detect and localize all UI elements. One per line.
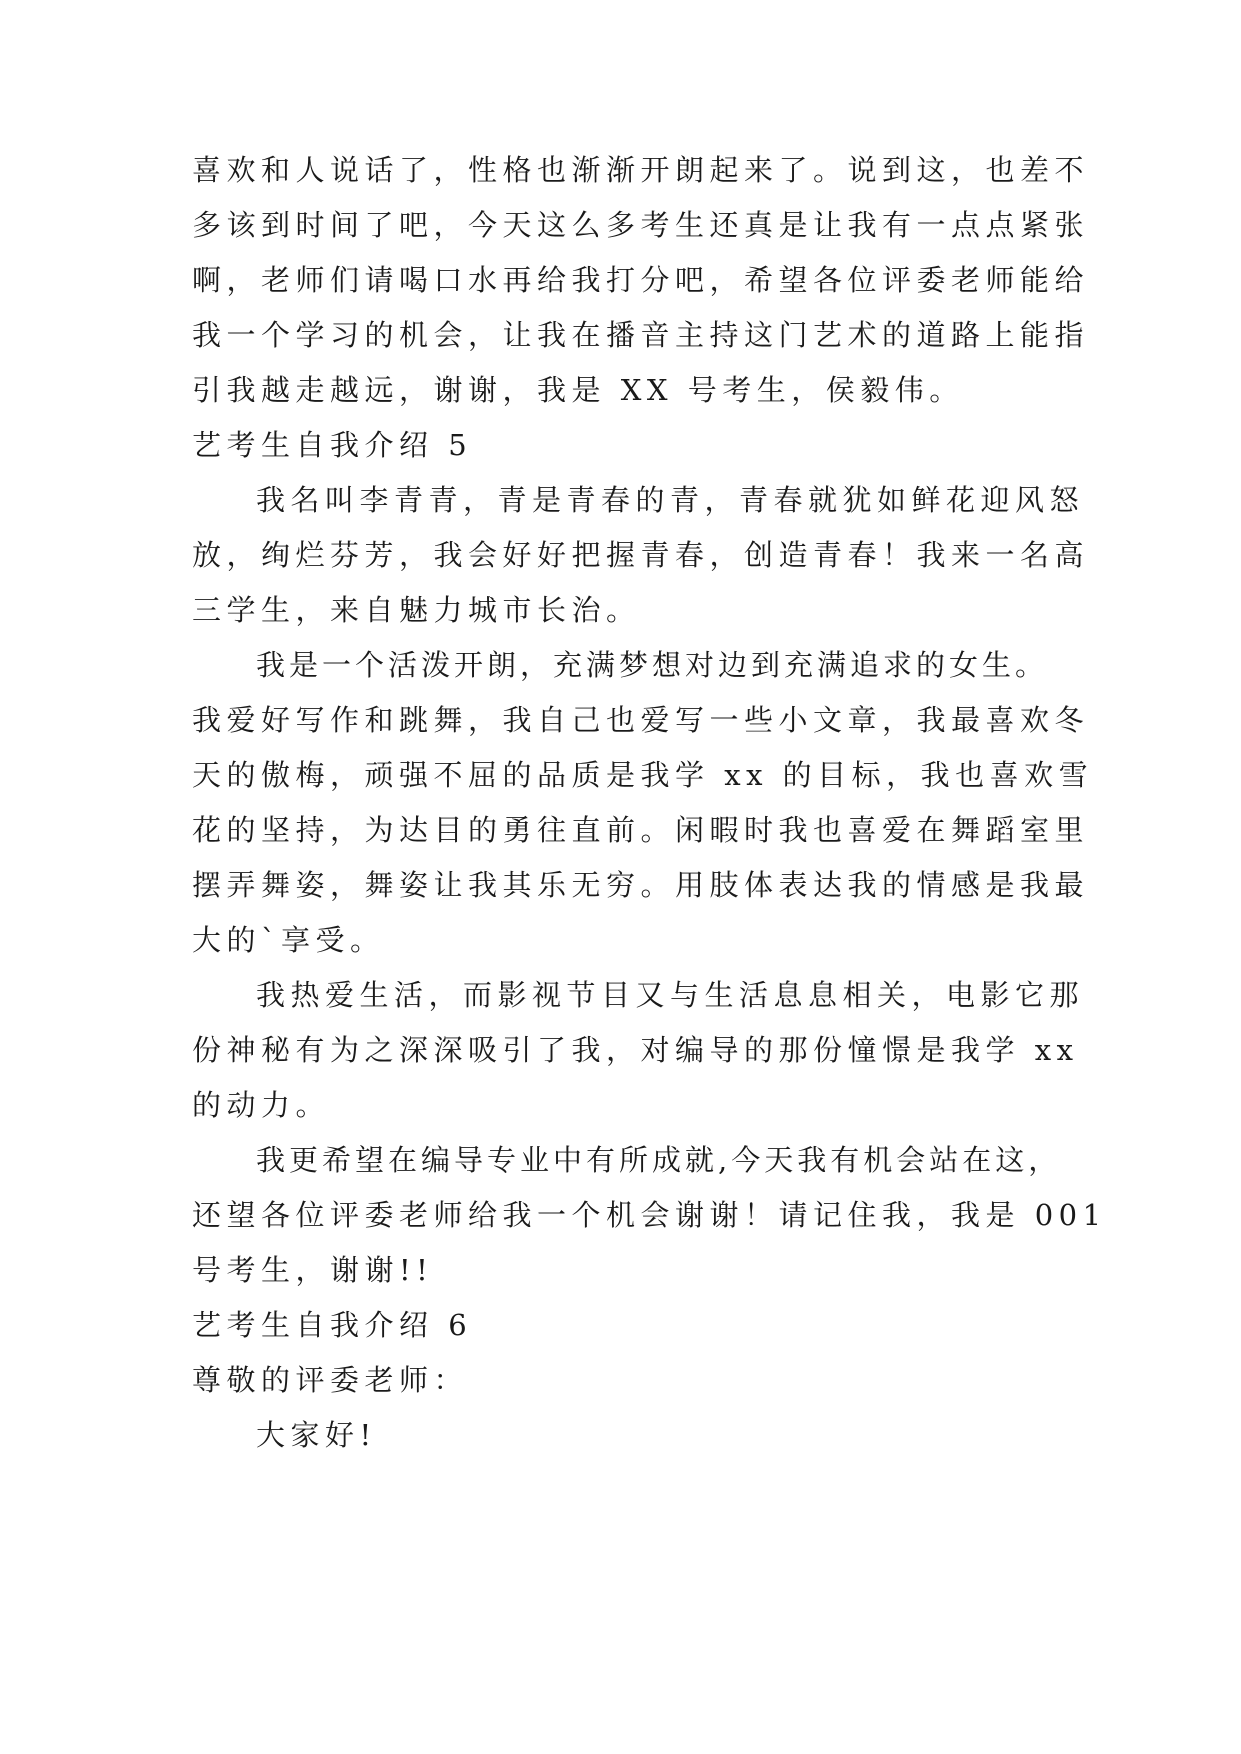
salutation: 尊敬的评委老师： [192,1363,469,1397]
paragraph-line: 啊，老师们请喝口水再给我打分吧，希望各位评委老师能给 [192,263,1090,297]
paragraph-line: 我更希望在编导专业中有所成就,今天我有机会站在这， [256,1143,1062,1177]
paragraph-line: 的动力。 [192,1088,331,1122]
paragraph-line: 我一个学习的机会，让我在播音主持这门艺术的道路上能指 [192,318,1090,352]
paragraph-line: 花的坚持，为达目的勇往直前。闲暇时我也喜爱在舞蹈室里 [192,813,1090,847]
paragraph-line: 天的傲梅，顽强不屈的品质是我学 xx 的目标，我也喜欢雪 [192,758,1094,792]
paragraph-line: 多该到时间了吧，今天这么多考生还真是让我有一点点紧张 [192,208,1090,242]
paragraph-line: 我是一个活泼开朗，充满梦想对边到充满追求的女生。 [256,648,1049,682]
paragraph-line: 我名叫李青青，青是青春的青，青春就犹如鲜花迎风怒 [256,483,1085,517]
paragraph-line: 我爱好写作和跳舞，我自己也爱写一些小文章，我最喜欢冬 [192,703,1090,737]
paragraph-line: 引我越走越远，谢谢，我是 XX 号考生，侯毅伟。 [192,373,964,407]
section-heading: 艺考生自我介绍 5 [192,428,473,462]
paragraph-line: 号考生，谢谢!! [192,1253,434,1287]
paragraph-line: 摆弄舞姿，舞姿让我其乐无穷。用肢体表达我的情感是我最 [192,868,1090,902]
paragraph-line: 大的`享受。 [192,923,385,957]
paragraph-line: 份神秘有为之深深吸引了我，对编导的那份憧憬是我学 xx [192,1033,1079,1067]
paragraph-line: 喜欢和人说话了，性格也渐渐开朗起来了。说到这，也差不 [192,153,1090,187]
paragraph-line: 还望各位评委老师给我一个机会谢谢！请记住我，我是 001 [192,1198,1107,1232]
paragraph-line: 放，绚烂芬芳，我会好好把握青春，创造青春！我来一名高 [192,538,1090,572]
paragraph-line: 我热爱生活，而影视节目又与生活息息相关，电影它那 [256,978,1085,1012]
greeting: 大家好! [256,1418,377,1452]
paragraph-line: 三学生，来自魅力城市长治。 [192,593,641,627]
section-heading: 艺考生自我介绍 6 [192,1308,473,1342]
